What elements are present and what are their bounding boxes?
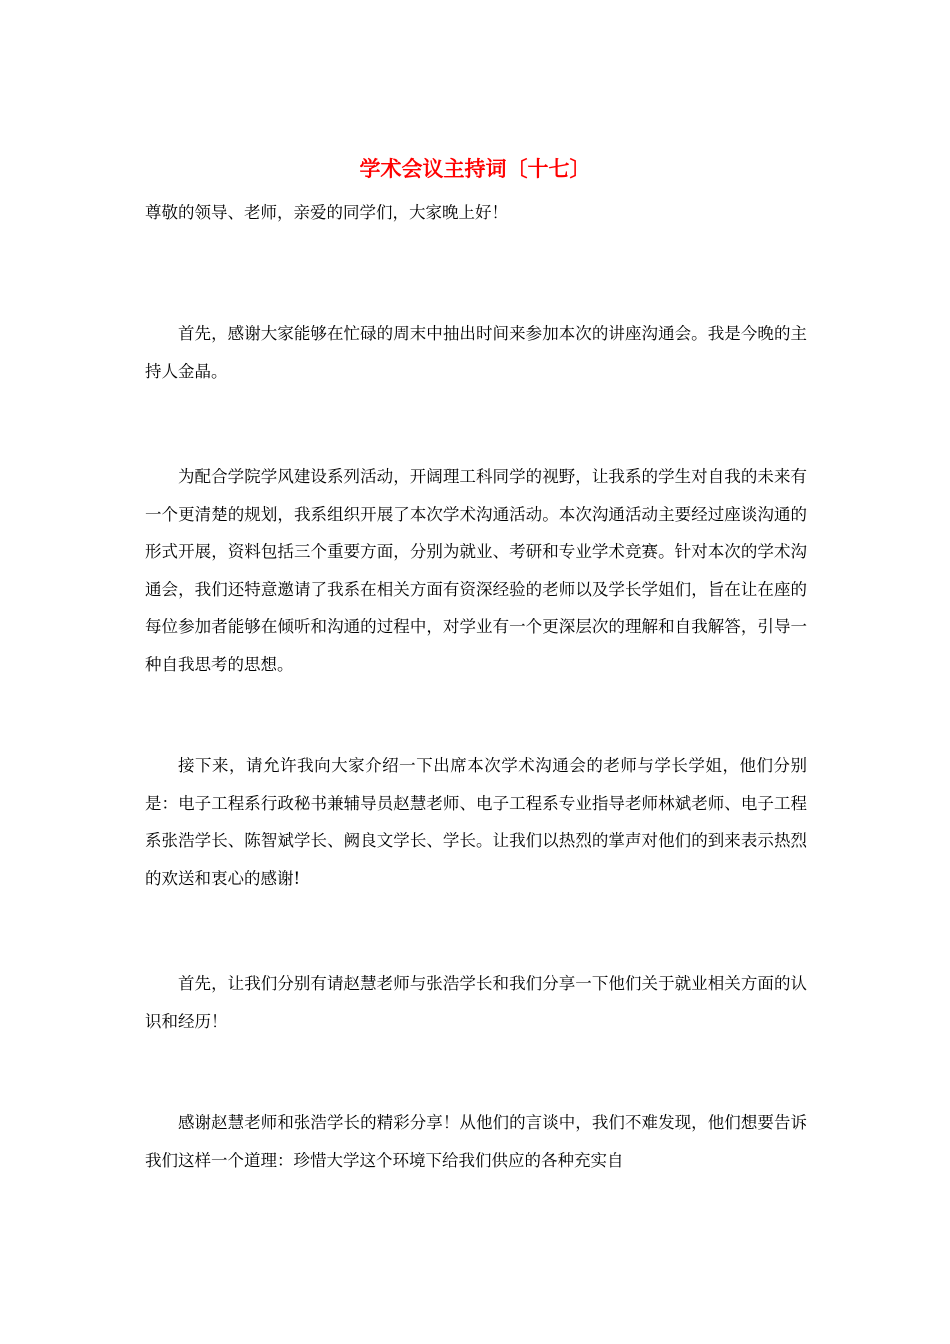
document-title: 学术会议主持词〔十七〕: [359, 156, 591, 181]
document-body: [145, 198, 807, 1179]
paragraph-opening-thanks: 首先，感谢大家能够在忙碌的周末中抽出时间来参加本次的讲座沟通会。我是今晚的主持人金晶。: [145, 324, 807, 381]
paragraph-guest-introduction: 接下来，请允许我向大家介绍一下出席本次学术沟通会的老师与学长学姐，他们分别是：电子工程系行政秘书兼辅导员赵慧老师、电子工程系专业指导老师林斌老师、电子工程系张浩学长、陈智斌学长、阙良文学长、学长。让我们以热烈的掌声对他们的到来表示热烈的欢送和衷心的感谢!: [145, 756, 807, 888]
paragraph-thanks-speakers: 感谢赵慧老师和张浩学长的精彩分享！从他们的言谈中，我们不难发现，他们想要告诉我们这样一个道理：珍惜大学这个环境下给我们供应的各种充实自: [145, 1113, 807, 1170]
paragraph-first-speakers: 首先，让我们分别有请赵慧老师与张浩学长和我们分享一下他们关于就业相关方面的认识和经历！: [145, 974, 807, 1031]
paragraph-event-purpose: 为配合学院学风建设系列活动，开阔理工科同学的视野，让我系的学生对自我的未来有一个更清楚的规划，我系组织开展了本次学术沟通活动。本次沟通活动主要经过座谈沟通的形式开展，资料包括三个重要方面，分别为就业、考研和专业学术竞赛。针对本次的学术沟通会，我们还特意邀请了我系在相关方面有资深经验的老师以及学长学姐们，旨在让在座的每位参加者能够在倾听和沟通的过程中，对学业有一个更深层次的理解和自我解答，引导一种自我思考的思想。: [145, 467, 807, 674]
greeting-line: 尊敬的领导、老师，亲爱的同学们，大家晚上好！: [145, 203, 508, 222]
